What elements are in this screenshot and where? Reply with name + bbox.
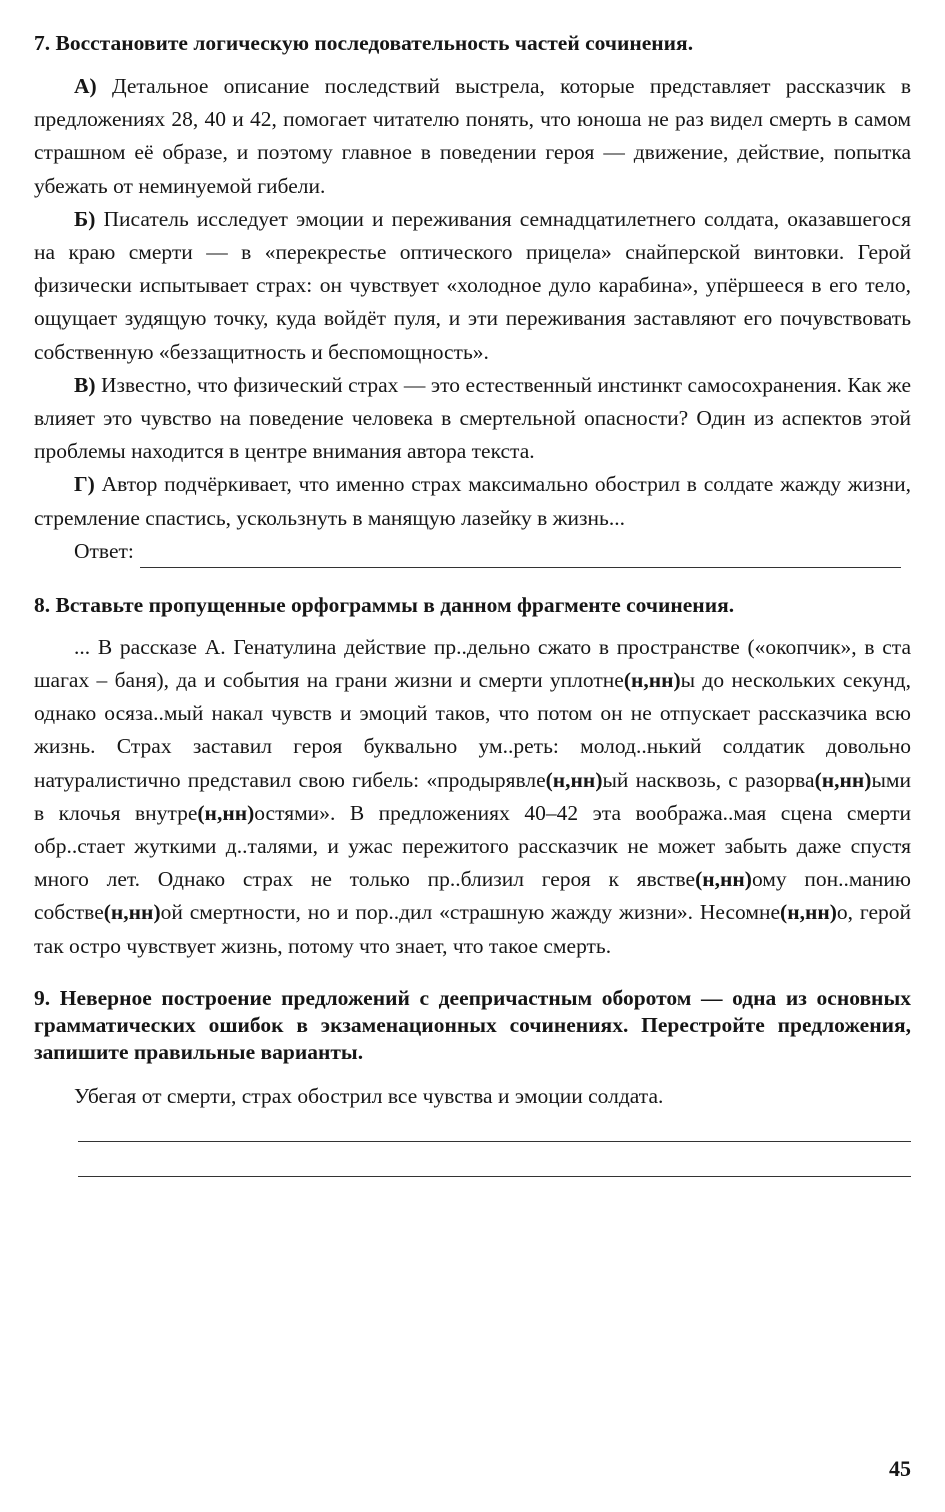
- fragment-text: ой смертности, но и пор..дил «страшную жажду жизни». Несомне: [160, 900, 781, 925]
- fragment-text: ыми в клочья внутре: [34, 767, 912, 825]
- task-8: [34, 592, 911, 963]
- task-8-fragment: [34, 631, 911, 963]
- orthogram-gap: (н,нн): [814, 767, 872, 792]
- answer-row: [34, 535, 911, 568]
- part-marker: А): [74, 74, 97, 98]
- answer-line[interactable]: [78, 1142, 911, 1177]
- task-7-part-a: [34, 70, 911, 203]
- answer-label: Ответ:: [74, 538, 134, 563]
- page-number: 45: [889, 1456, 911, 1481]
- task-7-heading: 7. Восстановите логическую последовательность частей сочинения.: [34, 31, 694, 55]
- fragment-text: о, герой так остро чувствует жизнь, потому что знает, что такое смерть.: [34, 900, 911, 958]
- part-marker: В): [74, 372, 96, 397]
- orthogram-gap: (н,нн): [545, 767, 603, 792]
- task-7-part-v: [34, 369, 911, 469]
- task-7: [34, 30, 911, 568]
- fragment-text: ый насквозь, с разорва: [602, 767, 815, 792]
- answer-line[interactable]: [140, 543, 901, 568]
- document-page: [34, 30, 911, 1177]
- fragment-text: ы до нескольких секунд, однако осяза..мый накал чувств и эмоций таков, что потом он не отпускает рассказчика всю жизнь. Страх заставил героя буквально ум..реть: молод..нький солдатик довольно натуралистично представил свою гибель: «продырявле: [34, 668, 911, 792]
- part-text: Писатель исследует эмоции и переживания семнадцатилетнего солдата, оказавшегося на краю смерти — в «перекрестье оптического прицела» снайперской винтовки. Герой физически испытывает страх: он чувствует «холодное дуло карабина», упёршееся в его тело, ощущает зудящую точку, куда войдёт пуля, и эти переживания заставляют его почувствовать собственную «беззащитность и беспомощность».: [34, 206, 911, 364]
- task-9-heading: 9. Неверное построение предложений с деепричастным оборотом — одна из основных грамматических ошибок в экзаменационных сочинениях. Перестройте предложения, запишите правильные варианты.: [34, 985, 911, 1064]
- part-marker: Б): [74, 206, 96, 231]
- task-7-part-b: [34, 203, 911, 369]
- task-9: [34, 985, 911, 1177]
- fragment-text: ому пон..манию собстве: [34, 867, 911, 925]
- part-text: Известно, что физический страх — это естественный инстинкт самосохранения. Как же влияет это чувство на поведение человека в смертельной опасности? Один из аспектов этой проблемы находится в центре внимания автора текста.: [34, 372, 912, 464]
- task-9-sentence: Убегая от смерти, страх обострил все чувства и эмоции солдата.: [74, 1083, 664, 1108]
- part-marker: Г): [74, 472, 95, 497]
- part-text: Автор подчёркивает, что именно страх максимально обострил в солдате жажду жизни, стремление спастись, ускользнуть в манящую лазейку в жизнь...: [34, 472, 912, 530]
- orthogram-gap: (н,нн): [197, 800, 255, 825]
- fragment-text: ... В рассказе А. Генатулина действие пр..дельно сжато в пространстве («окопчик», в ста шагах – баня), да и события на грани жизни и смерти уплотне: [34, 634, 911, 693]
- orthogram-gap: (н,нн): [780, 900, 837, 925]
- fragment-text: остями». В предложениях 40–42 эта вообража..мая сцена смерти обр..стает жуткими д..талями, и ужас пережитого рассказчик не может забыть даже спустя много лет. Однако страх не только пр..близил героя к явстве: [34, 800, 911, 892]
- orthogram-gap: (н,нн): [103, 900, 161, 925]
- part-text: Детальное описание последствий выстрела, которые представляет рассказчик в предложениях 28, 40 и 42, помогает читателю понять, что юноша не раз видел смерть в самом страшном её образе, и поэтому главное в поведении героя — движение, действие, попытка убежать от неминуемой гибели.: [34, 74, 911, 198]
- orthogram-gap: (н,нн): [695, 867, 752, 892]
- task-8-heading: 8. Вставьте пропущенные орфограммы в данном фрагменте сочинения.: [34, 592, 735, 617]
- task-7-part-g: [34, 468, 911, 534]
- orthogram-gap: (н,нн): [623, 668, 681, 693]
- answer-line[interactable]: [78, 1113, 911, 1142]
